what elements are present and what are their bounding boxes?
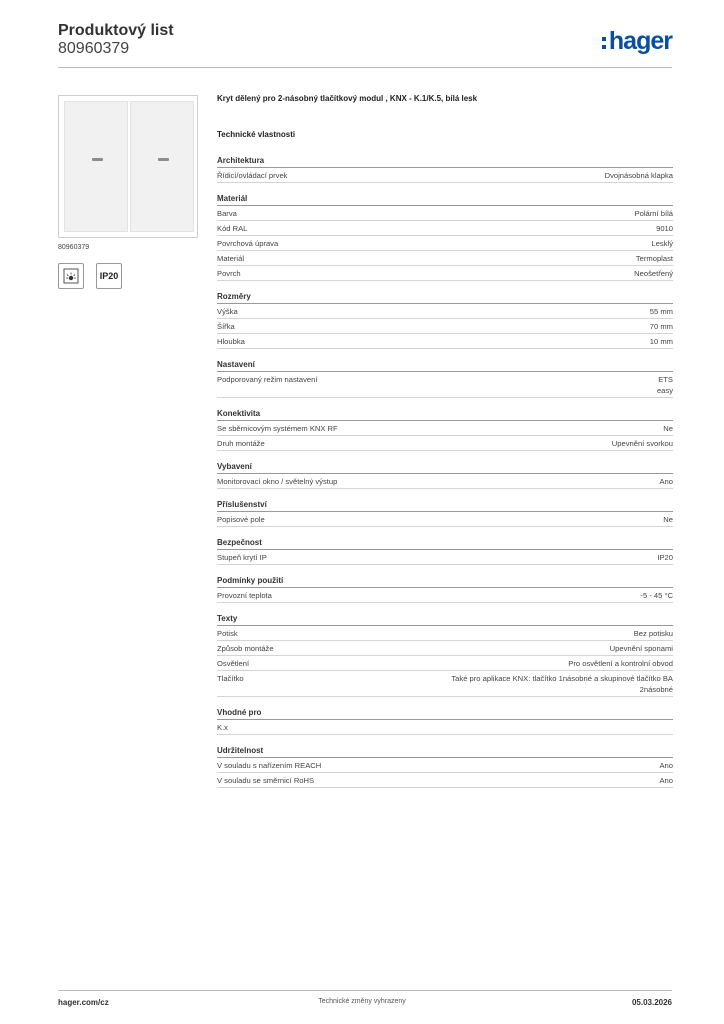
spec-value [656,223,673,234]
spec-row [217,656,673,671]
spec-group-title: Příslušenství [217,499,673,512]
spec-value-line: Upevnění sponami [609,643,673,653]
spec-row [217,236,673,251]
spec-label: Kód RAL [217,223,248,233]
ip-rating-badge [96,263,122,289]
spec-label: K.x [217,722,228,732]
spec-label: Šířka [217,321,235,331]
spec-row [217,588,673,603]
spec-value [663,423,673,434]
spec-value-line: Termoplast [635,253,673,263]
spec-row [217,251,673,266]
spec-column [217,94,673,798]
spec-value [568,658,673,669]
header-divider [58,67,672,68]
spec-label: V souladu se směrnicí RoHS [217,775,315,785]
spec-group [217,461,673,489]
spec-label: Se sběrnicovým systémem KNX RF [217,423,338,433]
spec-value-line: 55 mm [649,306,673,316]
spec-value [634,268,673,279]
spec-label: Hloubka [217,336,245,346]
spec-value-line: Bez potisku [633,628,673,638]
spec-label: Tlačítko [217,673,244,683]
spec-group [217,499,673,527]
spec-value [659,760,673,771]
spec-value-line: Ano [659,760,673,770]
spec-value-line: Ne [663,514,673,524]
spec-label: Stupeň krytí IP [217,552,267,562]
spec-value-line: Ano [659,476,673,486]
spec-row [217,641,673,656]
indicator-slot-icon [92,158,103,161]
footer-disclaimer: Technické změny vyhrazeny [318,998,406,1005]
spec-value-line: -5 - 45 °C [640,590,673,600]
spec-group [217,613,673,697]
spec-group-title: Architektura [217,155,673,168]
spec-value [636,253,673,264]
spec-value [610,643,673,654]
spec-row [217,436,673,451]
spec-row [217,474,673,489]
page-title: Produktový list [58,22,174,39]
spec-group [217,155,673,183]
footer-divider [58,990,672,991]
spec-row [217,720,673,735]
spec-row [217,266,673,281]
spec-value-line: 70 mm [649,321,673,331]
product-number: 80960379 [58,40,130,57]
spec-label: V souladu s nařízením REACH [217,760,322,770]
spec-value [451,673,673,695]
spec-group [217,537,673,565]
spec-label: Materiál [217,253,245,263]
spec-row [217,304,673,319]
spec-group-title: Materiál [217,193,673,206]
spec-value [635,208,673,219]
spec-value-line: Lesklý [651,238,673,248]
spec-value-line: Ano [659,775,673,785]
logo-text: hager [608,27,672,55]
spec-groups [217,155,673,788]
rocker-right [130,101,194,232]
spec-value [663,514,673,525]
spec-value-line: Ne [663,423,673,433]
spec-value-line: 10 mm [649,336,673,346]
spec-value-line: ETS [658,374,673,384]
spec-row [217,758,673,773]
spec-value-line: IP20 [657,552,673,562]
spec-value [657,552,673,563]
spec-group-title: Nastavení [217,359,673,372]
spec-value-line: 2násobné [639,684,673,694]
spec-value [659,476,673,487]
image-caption: 80960379 [58,244,90,251]
spec-label: Monitorovací okno / světelný výstup [217,476,338,486]
spec-label: Potisk [217,628,238,638]
spec-row [217,334,673,349]
footer-website[interactable]: hager.com/cz [58,998,109,1007]
spec-label: Barva [217,208,237,218]
spec-label: Podporovaný režim nastavení [217,374,318,384]
spec-group-title: Vhodné pro [217,707,673,720]
spec-value [605,170,673,181]
product-image [58,95,198,238]
spec-group-title: Vybavení [217,461,673,474]
spec-group [217,575,673,603]
spec-group [217,745,673,788]
spec-row [217,221,673,236]
spec-value-line: Polární bílá [634,208,673,218]
spec-value-line: Také pro aplikace KNX: tlačítko 1násobné a skupinové tlačítko BA [451,673,673,683]
ip-rating-label: IP20 [99,271,119,281]
spec-group-title: Bezpečnost [217,537,673,550]
light-indicator-icon [58,263,84,289]
spec-row [217,512,673,527]
spec-row [217,671,673,697]
spec-row [217,319,673,334]
spec-value-line: Neošetřený [634,268,673,278]
spec-group [217,408,673,451]
spec-value-line: Upevnění svorkou [611,438,673,448]
spec-group [217,291,673,349]
spec-label: Osvětlení [217,658,250,668]
spec-label: Výška [217,306,238,316]
spec-row [217,372,673,398]
spec-label: Druh montáže [217,438,265,448]
spec-value [659,775,673,786]
spec-row [217,550,673,565]
hager-logo [602,28,672,54]
spec-row [217,168,673,183]
spec-row [217,626,673,641]
spec-row [217,421,673,436]
spec-value [650,321,673,332]
spec-group [217,359,673,398]
spec-group [217,193,673,281]
footer-date: 05.03.2026 [631,998,672,1007]
spec-value [657,374,673,396]
spec-group-title: Udržitelnost [217,745,673,758]
light-indicator-svg [61,266,81,286]
spec-value-line: easy [656,385,673,395]
badges [58,263,122,289]
spec-label: Popisové pole [217,514,265,524]
spec-value [650,336,673,347]
spec-row [217,773,673,788]
spec-label: Provozní teplota [217,590,272,600]
product-name: Kryt dělený pro 2-násobný tlačítkový modul , KNX - K.1/K.5, bílá lesk [217,94,478,103]
spec-group-title: Texty [217,613,673,626]
spec-value-line: Dvojnásobná klapka [604,170,673,180]
spec-label: Řídicí/ovládací prvek [217,170,288,180]
spec-value-line: Pro osvětlení a kontrolní obvod [568,658,673,668]
spec-group [217,707,673,735]
spec-value [651,238,673,249]
rocker-left [64,101,128,232]
spec-label: Povrch [217,268,241,278]
spec-value [640,590,673,601]
spec-row [217,206,673,221]
spec-value [634,628,673,639]
logo-dots-icon [602,37,606,49]
spec-label: Povrchová úprava [217,238,279,248]
spec-label: Způsob montáže [217,643,274,653]
section-heading: Technické vlastnosti [217,130,296,139]
spec-value [612,438,673,449]
spec-value [650,306,673,317]
spec-group-title: Podmínky použití [217,575,673,588]
indicator-slot-icon [158,158,169,161]
spec-group-title: Rozměry [217,291,673,304]
spec-value-line: 9010 [656,223,673,233]
spec-group-title: Konektivita [217,408,673,421]
